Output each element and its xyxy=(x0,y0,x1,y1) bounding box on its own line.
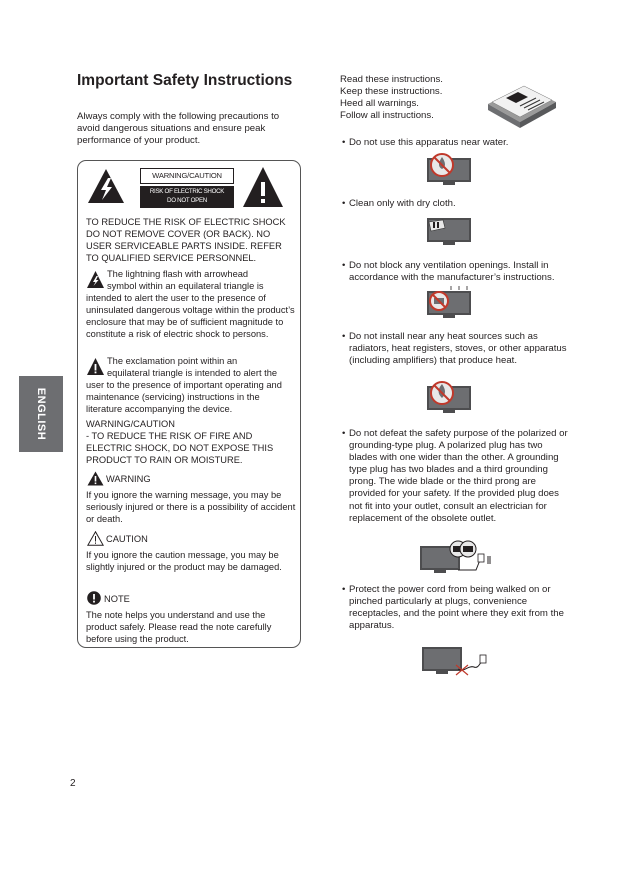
lightning-line2: symbol within an equilateral triangle is xyxy=(107,281,264,291)
bullet-item xyxy=(342,331,570,367)
plug-icon xyxy=(418,538,494,578)
intro-text: Always comply with the following precautions to avoid dangerous situations and ensure peak performance of your product. xyxy=(77,111,280,147)
bullet-item xyxy=(342,198,570,210)
lightning-line1: The lightning flash with arrowhead xyxy=(107,269,249,279)
read-line: Read these instructions. xyxy=(340,74,443,85)
caution-icon xyxy=(87,531,104,546)
warning-icon xyxy=(87,471,104,486)
page-title: Important Safety Instructions xyxy=(77,72,293,89)
bullet-text: Do not block any ventilation openings. Install in accordance with the manufacturer’s instructions. xyxy=(349,260,555,284)
risk-label-line2: DO NOT OPEN xyxy=(167,196,207,204)
lightning-paragraph: intended to alert the user to the presence of uninsulated dangerous voltage within the product’s enclosure that may be of sufficient magnitude to constitute a risk of electric shock to persons. xyxy=(86,293,295,340)
exclamation-paragraph: user to the presence of important operating and maintenance (servicing) instructions in the literature accompanying the device. xyxy=(86,380,282,415)
note-paragraph: The note helps you understand and use the product safely. Please read the note carefully before using the product. xyxy=(86,610,272,645)
warning-label: WARNING xyxy=(106,474,151,484)
read-line: Follow all instructions. xyxy=(340,110,434,122)
bullet-dot: • xyxy=(342,260,346,271)
exclamation-triangle-icon xyxy=(242,166,284,208)
bullet-dot: • xyxy=(342,331,346,342)
read-line: Keep these instructions. xyxy=(340,86,443,98)
page-number: 2 xyxy=(70,778,76,789)
bullet-text: Protect the power cord from being walked on or pinched particularly at plugs, convenience receptacles, and the point where they exit from the apparatus. xyxy=(349,584,564,632)
bullet-item xyxy=(342,584,570,632)
warning-paragraph: If you ignore the warning message, you may be seriously injured or there is a possibility of accident or death. xyxy=(86,490,296,525)
power-cord-icon xyxy=(420,643,492,679)
no-water-icon xyxy=(425,152,473,188)
bullet-text: Do not install near any heat sources such as radiators, heat registers, stoves, or other apparatus (including amplifiers) that produce heat. xyxy=(349,331,567,367)
bullet-item xyxy=(342,428,570,525)
read-line: Heed all warnings. xyxy=(340,98,419,110)
bullet-item xyxy=(342,137,570,149)
note-label: NOTE xyxy=(104,594,130,604)
manual-book-icon xyxy=(484,74,560,130)
small-lightning-icon xyxy=(86,270,105,289)
bullet-text: Do not use this apparatus near water. xyxy=(349,137,509,148)
wc-heading: WARNING/CAUTION xyxy=(86,419,176,429)
bullet-dot: • xyxy=(342,584,346,595)
language-tab-label: ENGLISH xyxy=(35,387,47,441)
small-exclamation-icon xyxy=(86,357,105,376)
wc-paragraph: - TO REDUCE THE RISK OF FIRE AND ELECTRIC SHOCK, DO NOT EXPOSE THIS PRODUCT TO RAIN OR MOISTURE. xyxy=(86,431,274,466)
risk-label xyxy=(140,186,234,208)
risk-paragraph: TO REDUCE THE RISK OF ELECTRIC SHOCK DO NOT REMOVE COVER (OR BACK). NO USER SERVICEABLE PARTS INSIDE. REFER TO QUALIFIED SERVICE PERSONNEL. xyxy=(86,217,286,264)
bullet-dot: • xyxy=(342,428,346,439)
caution-paragraph: If you ignore the caution message, you may be slightly injured or the product may be damaged. xyxy=(86,550,282,573)
bullet-text: Clean only with dry cloth. xyxy=(349,198,456,209)
ventilation-icon xyxy=(425,285,473,321)
exclamation-line2: equilateral triangle is intended to alert the xyxy=(107,368,278,378)
bullet-dot: • xyxy=(342,198,346,209)
risk-label-line1: RISK OF ELECTRIC SHOCK xyxy=(149,188,225,195)
cloth-icon xyxy=(425,212,473,248)
note-icon xyxy=(87,591,101,605)
bullet-dot: • xyxy=(342,137,346,148)
read-instructions xyxy=(340,74,443,122)
lightning-triangle-icon xyxy=(87,168,125,204)
caution-label: CAUTION xyxy=(106,534,148,544)
language-tab xyxy=(19,376,63,452)
warning-caution-label: WARNING/CAUTION xyxy=(140,168,234,184)
exclamation-line1: The exclamation point within an xyxy=(107,356,238,366)
bullet-item xyxy=(342,260,570,284)
bullet-text: Do not defeat the safety purpose of the polarized or grounding-type plug. A polarized plug has two blades with one wider than the other. A grounding type plug has two blades and a third grounding prong. The wide blade or the third prong are provided for your safety. If the provided plug does not fit into your outlet, consult an electrician for replacement of the obsolete outlet. xyxy=(349,428,568,524)
no-heat-icon xyxy=(425,380,473,416)
